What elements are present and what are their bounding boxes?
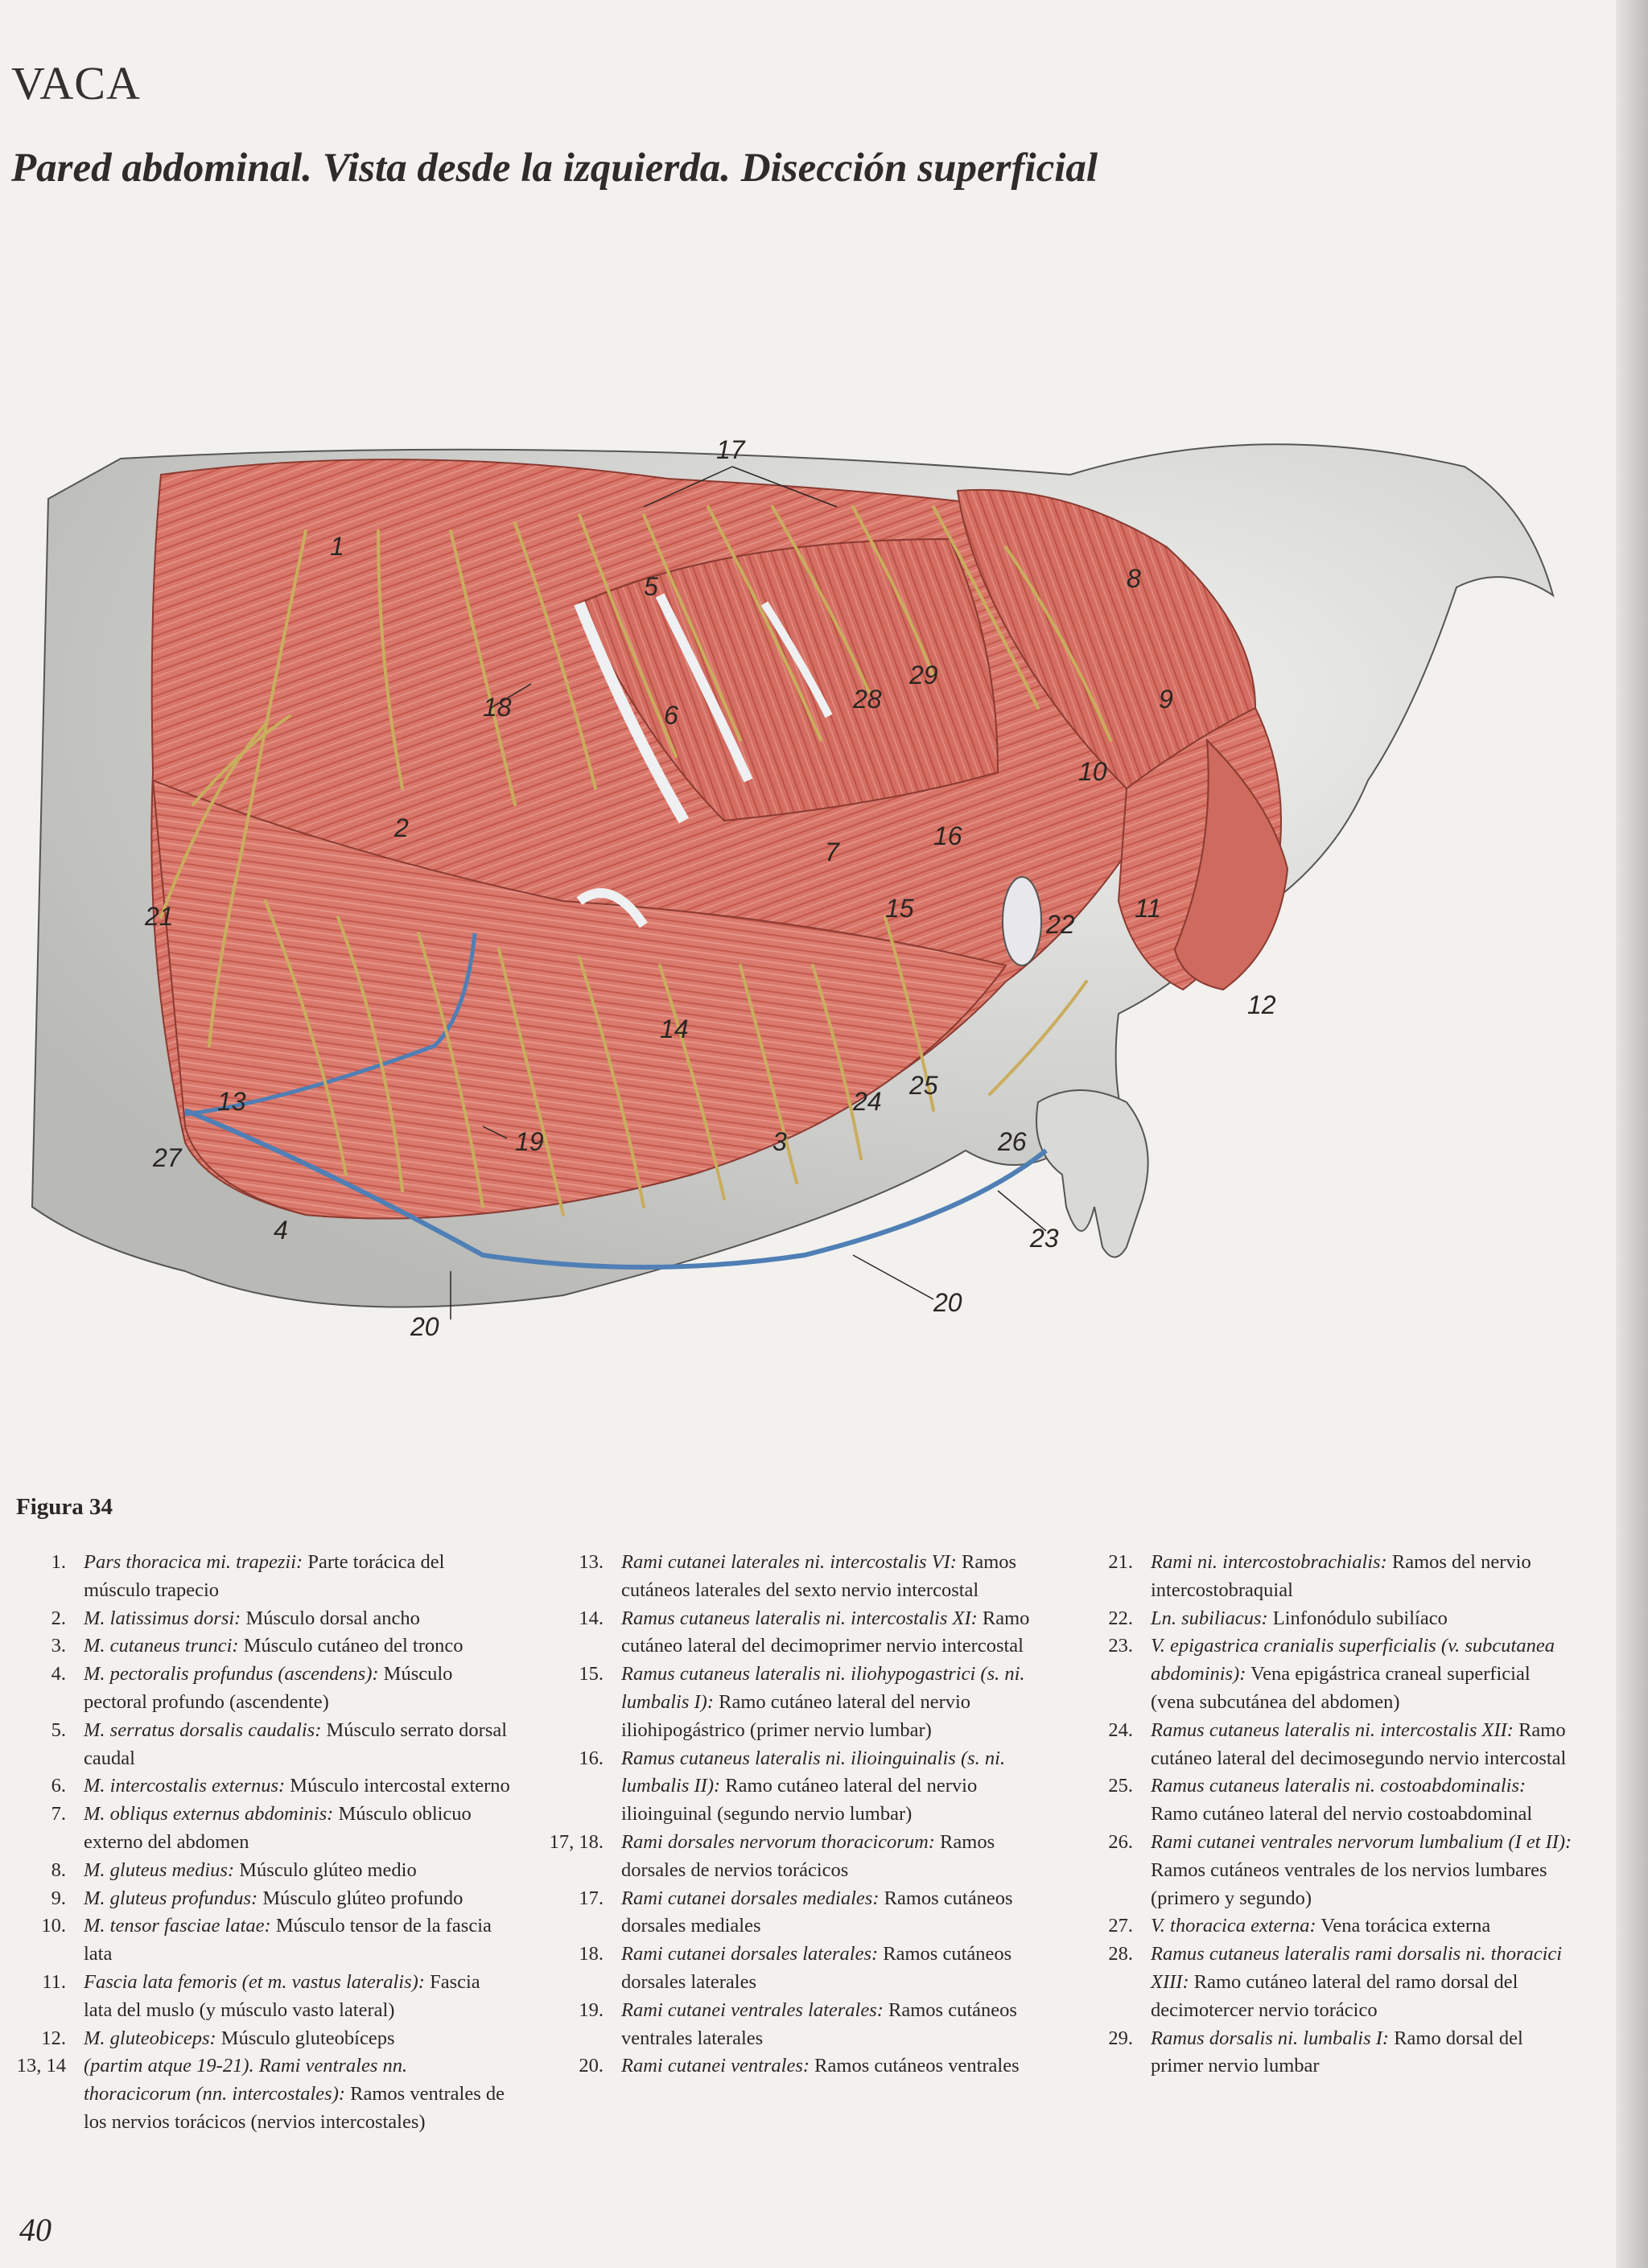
legend-item-latin: M. serratus dorsalis caudalis:	[84, 1718, 322, 1741]
legend-item-text	[84, 1632, 511, 1661]
legend-item-latin: Rami cutanei dorsales mediales:	[621, 1887, 880, 1909]
legend-item-text	[1151, 1941, 1576, 2024]
figure-label: Figura 34	[16, 1494, 113, 1520]
legend-item-text	[621, 1661, 1044, 1744]
legend-item-translation: Fascia lata del muslo (y músculo vasto lateral)	[84, 1970, 480, 2021]
legend-item-number: 25.	[1108, 1775, 1133, 1797]
legend-item-number: 2.	[51, 1607, 66, 1629]
legend-item	[16, 1912, 511, 1969]
legend-item-text	[621, 1549, 1044, 1605]
legend-item-text	[1151, 1772, 1576, 1829]
page-title: VACA	[11, 57, 141, 109]
legend-item-number: 13, 14	[16, 2055, 66, 2077]
legend-item-latin: Rami cutanei laterales ni. intercostalis VI:	[621, 1551, 957, 1573]
legend-item-latin: V. thoracica externa:	[1151, 1915, 1316, 1937]
legend-item-number: 20.	[579, 2055, 604, 2077]
legend-item-number: 16.	[579, 1747, 604, 1769]
legend-item-number: 15.	[579, 1663, 604, 1686]
legend-item-translation: Ramos cutáneos ventrales de los nervios lumbares (primero y segundo)	[1151, 1858, 1547, 1909]
legend-item-translation: Ramos cutáneos ventrales laterales	[621, 1998, 1017, 2049]
legend-item-number: 17, 18.	[549, 1830, 604, 1853]
legend-item-text	[84, 1857, 511, 1885]
legend-item-latin: M. gluteus profundus:	[84, 1887, 258, 1909]
legend-item-translation: Músculo gluteobíceps	[216, 2027, 395, 2049]
callout-15: 15	[885, 894, 914, 923]
legend-column-3	[1078, 1549, 1576, 2081]
legend-item	[1078, 2025, 1576, 2081]
legend-item	[16, 1661, 511, 1717]
legend-item	[547, 1885, 1044, 1941]
legend-item-text	[84, 1772, 511, 1801]
callout-4: 4	[274, 1216, 288, 1245]
callout-18: 18	[483, 693, 512, 722]
legend-item-text	[621, 1605, 1044, 1661]
legend-item-translation: Músculo tensor de la fascia lata	[84, 1915, 492, 1965]
legend-item-number: 11.	[42, 1970, 66, 1993]
legend-item	[16, 1605, 511, 1633]
legend-item-number: 22.	[1108, 1607, 1133, 1629]
callout-3: 3	[772, 1127, 787, 1156]
callout-22: 22	[1046, 910, 1075, 939]
legend-column-1	[16, 1549, 511, 2137]
legend-item-number: 17.	[579, 1887, 604, 1909]
legend-item	[1078, 1549, 1576, 1605]
legend-item-number: 26.	[1108, 1830, 1133, 1853]
legend-item-latin: M. latissimus dorsi:	[84, 1607, 241, 1629]
legend-item	[547, 1941, 1044, 1997]
legend-item-latin: Ramus cutaneus lateralis rami dorsalis ni. thoracici XIII:	[1151, 1943, 1563, 1993]
legend-item	[16, 1885, 511, 1913]
legend-item-latin: V. epigastrica cranialis superficialis (v. subcutanea abdominis):	[1151, 1635, 1555, 1686]
legend-item-translation: Músculo intercostal externo	[285, 1775, 510, 1797]
legend-item-latin: Ramus cutaneus lateralis ni. iliohypogastrici (s. ni. lumbalis I):	[621, 1663, 1025, 1713]
legend-item-number: 5.	[51, 1718, 66, 1741]
legend-item-text	[84, 1661, 511, 1717]
legend-item-number: 21.	[1108, 1551, 1133, 1573]
legend-item	[1078, 1941, 1576, 2024]
legend-item-translation: Ramos dorsales de nervios torácicos	[621, 1830, 995, 1881]
legend-item-text	[84, 2025, 511, 2053]
legend-item-translation: Ramo cutáneo lateral del nervio iliohipogástrico (primer nervio lumbar)	[621, 1690, 971, 1741]
legend-item-translation: Ramos ventrales de los nervios torácicos (nervios intercostales)	[84, 2083, 505, 2133]
legend-item-number: 23.	[1108, 1635, 1133, 1657]
legend-item-latin: Rami cutanei ventrales laterales:	[621, 1998, 884, 2021]
callout-23: 23	[1030, 1224, 1059, 1253]
legend-item-translation: Ramo cutáneo lateral del nervio costoabdominal	[1151, 1803, 1533, 1826]
legend-item-text	[621, 1829, 1044, 1885]
legend-item-translation: Parte torácica del músculo trapecio	[84, 1551, 445, 1601]
callout-26: 26	[998, 1127, 1027, 1156]
legend-item-latin: M. intercostalis externus:	[84, 1775, 286, 1797]
legend-item-translation: Ramo cutáneo lateral del ramo dorsal del decimotercer nervio torácico	[1151, 1970, 1518, 2021]
legend-item-translation: Ramo cutáneo lateral del decimosegundo nervio intercostal	[1151, 1718, 1567, 1769]
legend-item-text	[84, 1717, 511, 1773]
callout-1: 1	[330, 532, 344, 561]
callout-28: 28	[853, 685, 882, 714]
legend-item	[1078, 1632, 1576, 1716]
legend-item	[16, 1717, 511, 1773]
legend-item-number: 6.	[51, 1775, 66, 1797]
legend-item-latin: Rami cutanei ventrales nervorum lumbalium (I et II):	[1151, 1830, 1572, 1853]
callout-10: 10	[1078, 757, 1107, 786]
legend-item-number: 1.	[51, 1551, 66, 1573]
legend-item	[16, 1969, 511, 2025]
legend-item-translation: Músculo serrato dorsal caudal	[84, 1718, 508, 1769]
legend-item	[1078, 1772, 1576, 1829]
legend-item-text	[84, 1912, 511, 1969]
legend-item-translation: Músculo cutáneo del tronco	[238, 1635, 464, 1657]
callout-20b: 20	[933, 1288, 962, 1317]
legend-item-translation: Ramo cutáneo lateral del nervio ilioinguinal (segundo nervio lumbar)	[621, 1775, 978, 1826]
legend-item-translation: Músculo oblicuo externo del abdomen	[84, 1803, 472, 1853]
legend-item-translation: Linfonódulo subilíaco	[1267, 1607, 1448, 1629]
callout-24: 24	[853, 1087, 882, 1116]
legend-item-translation: Ramos cutáneos laterales del sexto nervio intercostal	[621, 1551, 1017, 1601]
legend-item-text	[1151, 1829, 1576, 1912]
legend-item-text	[621, 2052, 1044, 2081]
legend-item-text	[84, 2052, 511, 2136]
legend-item-text	[84, 1605, 511, 1633]
legend-item-latin: Ramus dorsalis ni. lumbalis I:	[1151, 2027, 1390, 2049]
legend-item-number: 28.	[1108, 1943, 1133, 1965]
legend-item	[1078, 1829, 1576, 1912]
legend-item-latin: M. obliqus externus abdominis:	[84, 1803, 334, 1826]
legend-item	[547, 1661, 1044, 1744]
legend-item-translation: Ramos cutáneos dorsales laterales	[621, 1943, 1012, 1993]
legend-item-number: 10.	[41, 1915, 66, 1937]
callout-6: 6	[664, 701, 678, 730]
legend-item	[16, 1632, 511, 1661]
legend-item-text	[621, 1997, 1044, 2053]
legend-item-number: 13.	[579, 1551, 604, 1573]
callout-19: 19	[515, 1127, 544, 1156]
legend-item-number: 4.	[51, 1663, 66, 1686]
legend-item-latin: M. gluteus medius:	[84, 1858, 235, 1881]
legend-item	[547, 2052, 1044, 2081]
legend-item-latin: M. cutaneus trunci:	[84, 1635, 239, 1657]
legend-item-latin: Rami cutanei dorsales laterales:	[621, 1943, 879, 1965]
callout-29: 29	[909, 661, 938, 689]
legend-item-number: 19.	[579, 1998, 604, 2021]
legend-item-number: 24.	[1108, 1718, 1133, 1741]
legend-item-number: 9.	[51, 1887, 66, 1909]
callout-27: 27	[153, 1143, 182, 1172]
anatomical-illustration	[0, 402, 1617, 1392]
legend-item-translation: Ramos del nervio intercostobraquial	[1151, 1551, 1531, 1601]
page-number: 40	[19, 2212, 52, 2248]
legend-item	[1078, 1717, 1576, 1773]
legend-item-latin: Rami cutanei ventrales:	[621, 2055, 810, 2077]
legend-item-number: 7.	[51, 1803, 66, 1826]
legend-item-text	[1151, 1605, 1576, 1633]
callout-11: 11	[1135, 894, 1162, 923]
legend-item	[1078, 1912, 1576, 1941]
legend-item-translation: Ramos cutáneos dorsales mediales	[621, 1887, 1013, 1937]
legend-item-translation: Músculo glúteo profundo	[258, 1887, 464, 1909]
legend-item-text	[84, 1801, 511, 1857]
legend-item-latin: Ramus cutaneus lateralis ni. costoabdominalis:	[1151, 1775, 1526, 1797]
legend-item-latin: M. gluteobiceps:	[84, 2027, 216, 2049]
legend-item	[16, 2025, 511, 2053]
legend-item-translation: Ramo dorsal del primer nervio lumbar	[1151, 2027, 1523, 2077]
legend-item-latin: Pars thoracica mi. trapezii:	[84, 1551, 303, 1573]
legend-item-translation: Músculo pectoral profundo (ascendente)	[84, 1663, 453, 1713]
legend-item-text	[84, 1549, 511, 1605]
legend-item-translation: Vena epigástrica craneal superficial (vena subcutánea del abdomen)	[1151, 1663, 1531, 1713]
callout-21: 21	[145, 902, 174, 931]
legend-item	[547, 1549, 1044, 1605]
legend-item-text	[1151, 1549, 1576, 1605]
callout-12: 12	[1247, 990, 1276, 1019]
callout-25: 25	[909, 1071, 938, 1100]
legend-item-text	[621, 1745, 1044, 1829]
callout-9: 9	[1159, 685, 1173, 714]
legend-item-latin: Ramus cutaneus lateralis ni. intercostalis XI:	[621, 1607, 978, 1629]
legend-item-latin: Ln. subiliacus:	[1151, 1607, 1268, 1629]
legend-item-latin: Rami dorsales nervorum thoracicorum:	[621, 1830, 935, 1853]
legend-item-translation: Ramo cutáneo lateral del decimoprimer nervio intercostal	[621, 1607, 1030, 1657]
callout-7: 7	[825, 838, 839, 866]
legend-item-text	[621, 1941, 1044, 1997]
legend-item-latin: Ramus cutaneus lateralis ni. intercostalis XII:	[1151, 1718, 1514, 1741]
callout-14: 14	[660, 1015, 689, 1043]
legend-item-translation: Músculo glúteo medio	[234, 1858, 417, 1881]
legend-item-latin: M. tensor fasciae latae:	[84, 1915, 271, 1937]
legend-item	[16, 1857, 511, 1885]
legend-item-latin: Fascia lata femoris (et m. vastus lateralis):	[84, 1970, 425, 1993]
legend-item-number: 18.	[579, 1943, 604, 1965]
legend-item-text	[84, 1885, 511, 1913]
callout-20a: 20	[410, 1312, 439, 1341]
callout-2: 2	[394, 813, 409, 842]
legend-item-number: 14.	[579, 1607, 604, 1629]
legend-item-latin: (partim atque 19-21). Rami ventrales nn. thoracicorum (nn. intercostales):	[84, 2055, 408, 2105]
legend-item-translation: Músculo dorsal ancho	[241, 1607, 420, 1629]
legend-item	[16, 1772, 511, 1801]
legend-item-text	[1151, 1912, 1576, 1941]
legend-item	[1078, 1605, 1576, 1633]
legend-item-text	[1151, 1717, 1576, 1773]
legend-item-number: 3.	[51, 1635, 66, 1657]
callout-17: 17	[716, 435, 745, 464]
legend-item-translation: Vena torácica externa	[1316, 1915, 1491, 1937]
legend-item	[16, 1549, 511, 1605]
legend-item-latin: Rami ni. intercostobrachialis:	[1151, 1551, 1387, 1573]
legend-item-translation: Ramos cutáneos ventrales	[810, 2055, 1020, 2077]
legend-item-text	[1151, 1632, 1576, 1716]
legend-item	[547, 1829, 1044, 1885]
legend-item-latin: M. pectoralis profundus (ascendens):	[84, 1663, 379, 1686]
legend-item	[16, 2052, 511, 2136]
legend-item-number: 27.	[1108, 1915, 1133, 1937]
legend-item	[547, 1605, 1044, 1661]
legend-item-text	[84, 1969, 511, 2025]
legend-item-number: 29.	[1108, 2027, 1133, 2049]
legend-item-number: 12.	[41, 2027, 66, 2049]
legend-item	[16, 1801, 511, 1857]
page-subtitle: Pared abdominal. Vista desde la izquierda. Disección superficial	[11, 146, 1098, 191]
legend-item-text	[1151, 2025, 1576, 2081]
callout-13: 13	[217, 1087, 246, 1116]
legend-item	[547, 1745, 1044, 1829]
callout-16: 16	[933, 821, 962, 850]
page-edge-shadow	[1616, 0, 1648, 2268]
callout-5: 5	[644, 572, 658, 601]
legend-item	[547, 1997, 1044, 2053]
legend-column-2	[547, 1549, 1044, 2081]
callout-8: 8	[1127, 564, 1141, 593]
legend-item-latin: Ramus cutaneus lateralis ni. ilioinguinalis (s. ni. lumbalis II):	[621, 1747, 1006, 1797]
legend-item-text	[621, 1885, 1044, 1941]
legend-item-number: 8.	[51, 1858, 66, 1881]
